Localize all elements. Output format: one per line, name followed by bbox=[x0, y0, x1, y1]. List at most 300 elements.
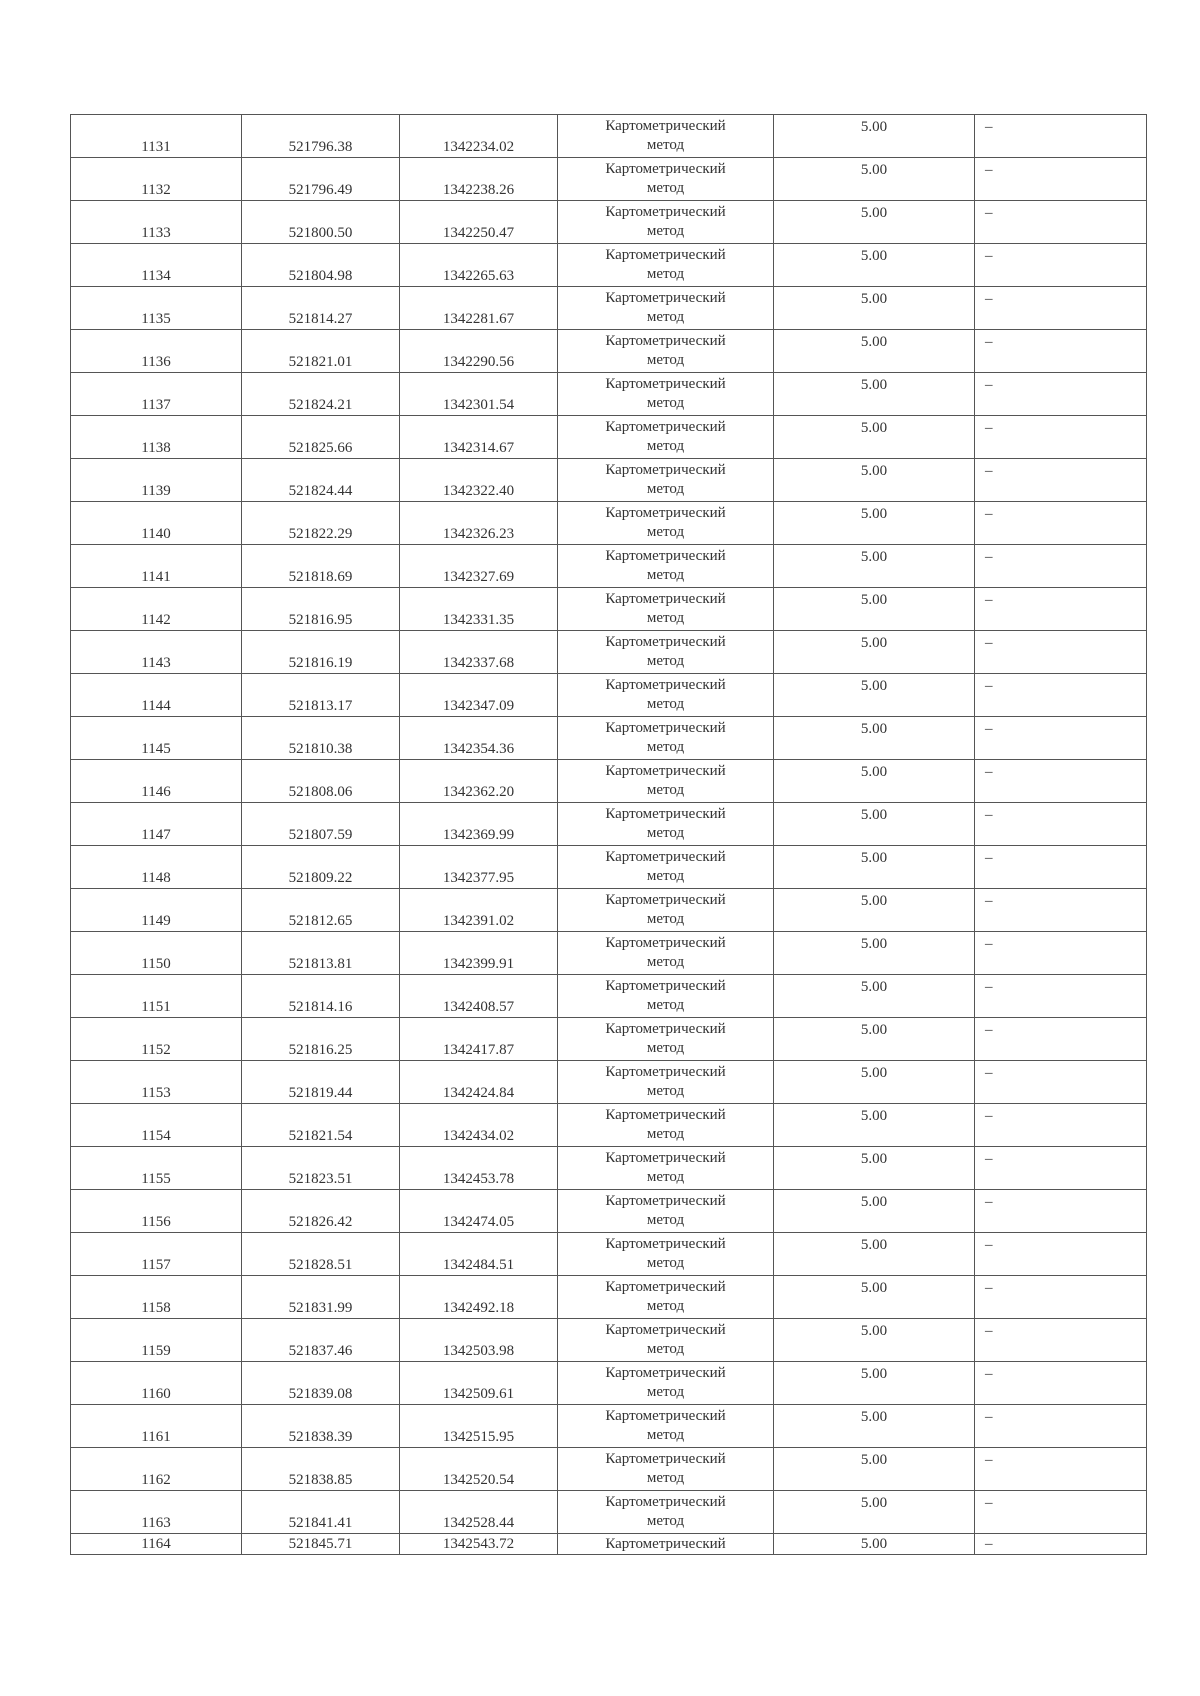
method-cell bbox=[558, 588, 774, 631]
method-line-1: Картометрический bbox=[605, 1535, 726, 1552]
accuracy-value: 5.00 bbox=[774, 1233, 975, 1276]
point-number: 1152 bbox=[71, 1018, 242, 1061]
point-number: 1158 bbox=[71, 1276, 242, 1319]
description-dash: – bbox=[975, 287, 1147, 330]
coordinate-y: 1342290.56 bbox=[400, 330, 558, 373]
method-line-1: Картометрический bbox=[605, 548, 726, 564]
coordinate-y: 1342301.54 bbox=[400, 373, 558, 416]
point-number: 1137 bbox=[71, 373, 242, 416]
description-dash: – bbox=[975, 1190, 1147, 1233]
table-row bbox=[71, 502, 1147, 545]
method-line-1: Картометрический bbox=[605, 849, 726, 865]
description-dash: – bbox=[975, 158, 1147, 201]
accuracy-value: 5.00 bbox=[774, 416, 975, 459]
method-cell bbox=[558, 889, 774, 932]
method-line-2: метод bbox=[646, 1427, 685, 1443]
description-dash: – bbox=[975, 1534, 1147, 1555]
method-cell bbox=[558, 1448, 774, 1491]
table-row bbox=[71, 373, 1147, 416]
table-row bbox=[71, 631, 1147, 674]
table-row bbox=[71, 459, 1147, 502]
method-cell bbox=[558, 1018, 774, 1061]
description-dash: – bbox=[975, 545, 1147, 588]
table-row bbox=[71, 760, 1147, 803]
method-cell bbox=[558, 1233, 774, 1276]
method-line-2: метод bbox=[646, 1384, 685, 1400]
method-cell bbox=[558, 459, 774, 502]
point-number: 1161 bbox=[71, 1405, 242, 1448]
table-row bbox=[71, 1534, 1147, 1555]
method-line-2: метод bbox=[646, 180, 685, 196]
method-cell bbox=[558, 1061, 774, 1104]
coordinate-x: 521845.71 bbox=[242, 1534, 400, 1555]
coordinate-y: 1342424.84 bbox=[400, 1061, 558, 1104]
accuracy-value: 5.00 bbox=[774, 1362, 975, 1405]
method-line-2: метод bbox=[646, 395, 685, 411]
method-line-2: метод bbox=[646, 1126, 685, 1142]
coordinate-y: 1342434.02 bbox=[400, 1104, 558, 1147]
coordinate-x: 521823.51 bbox=[242, 1147, 400, 1190]
table-row bbox=[71, 846, 1147, 889]
table-row bbox=[71, 1491, 1147, 1534]
coordinate-x: 521824.44 bbox=[242, 459, 400, 502]
coordinate-x: 521807.59 bbox=[242, 803, 400, 846]
coordinate-x: 521837.46 bbox=[242, 1319, 400, 1362]
method-line-2: метод bbox=[646, 524, 685, 540]
method-line-2: метод bbox=[646, 309, 685, 325]
accuracy-value: 5.00 bbox=[774, 330, 975, 373]
coordinate-x: 521841.41 bbox=[242, 1491, 400, 1534]
table-row bbox=[71, 416, 1147, 459]
method-cell bbox=[558, 330, 774, 373]
point-number: 1145 bbox=[71, 717, 242, 760]
method-line-1: Картометрический bbox=[605, 290, 726, 306]
method-line-1: Картометрический bbox=[605, 634, 726, 650]
coordinate-x: 521816.95 bbox=[242, 588, 400, 631]
method-cell bbox=[558, 1491, 774, 1534]
table-row bbox=[71, 1405, 1147, 1448]
method-cell bbox=[558, 158, 774, 201]
method-line-1: Картометрический bbox=[605, 204, 726, 220]
point-number: 1132 bbox=[71, 158, 242, 201]
table-row bbox=[71, 158, 1147, 201]
accuracy-value: 5.00 bbox=[774, 1448, 975, 1491]
coordinate-y: 1342377.95 bbox=[400, 846, 558, 889]
point-number: 1131 bbox=[71, 115, 242, 158]
coordinate-y: 1342408.57 bbox=[400, 975, 558, 1018]
method-line-1: Картометрический bbox=[605, 1150, 726, 1166]
coordinate-x: 521825.66 bbox=[242, 416, 400, 459]
method-line-1: Картометрический bbox=[605, 505, 726, 521]
method-cell bbox=[558, 545, 774, 588]
point-number: 1141 bbox=[71, 545, 242, 588]
table-row bbox=[71, 287, 1147, 330]
accuracy-value: 5.00 bbox=[774, 760, 975, 803]
table-row bbox=[71, 201, 1147, 244]
coordinate-x: 521822.29 bbox=[242, 502, 400, 545]
accuracy-value: 5.00 bbox=[774, 545, 975, 588]
description-dash: – bbox=[975, 1018, 1147, 1061]
point-number: 1143 bbox=[71, 631, 242, 674]
coordinate-x: 521814.16 bbox=[242, 975, 400, 1018]
table-row bbox=[71, 545, 1147, 588]
description-dash: – bbox=[975, 932, 1147, 975]
method-line-1: Картометрический bbox=[605, 892, 726, 908]
coordinate-x: 521838.39 bbox=[242, 1405, 400, 1448]
method-line-1: Картометрический bbox=[605, 720, 726, 736]
description-dash: – bbox=[975, 674, 1147, 717]
accuracy-value: 5.00 bbox=[774, 1491, 975, 1534]
accuracy-value: 5.00 bbox=[774, 459, 975, 502]
coordinate-x: 521826.42 bbox=[242, 1190, 400, 1233]
table-row bbox=[71, 1147, 1147, 1190]
accuracy-value: 5.00 bbox=[774, 803, 975, 846]
description-dash: – bbox=[975, 1104, 1147, 1147]
accuracy-value: 5.00 bbox=[774, 1104, 975, 1147]
method-line-2: метод bbox=[646, 696, 685, 712]
method-cell bbox=[558, 1276, 774, 1319]
method-line-1: Картометрический bbox=[605, 763, 726, 779]
description-dash: – bbox=[975, 330, 1147, 373]
method-line-1: Картометрический bbox=[605, 677, 726, 693]
method-line-1: Картометрический bbox=[605, 591, 726, 607]
coordinate-x: 521800.50 bbox=[242, 201, 400, 244]
accuracy-value: 5.00 bbox=[774, 975, 975, 1018]
table-row bbox=[71, 803, 1147, 846]
coordinate-y: 1342484.51 bbox=[400, 1233, 558, 1276]
accuracy-value: 5.00 bbox=[774, 889, 975, 932]
coordinate-x: 521824.21 bbox=[242, 373, 400, 416]
method-line-1: Картометрический bbox=[605, 935, 726, 951]
method-line-1: Картометрический bbox=[605, 1236, 726, 1252]
accuracy-value: 5.00 bbox=[774, 373, 975, 416]
point-number: 1144 bbox=[71, 674, 242, 717]
coordinate-x: 521808.06 bbox=[242, 760, 400, 803]
point-number: 1147 bbox=[71, 803, 242, 846]
method-line-2: метод bbox=[646, 1513, 685, 1529]
coordinate-y: 1342354.36 bbox=[400, 717, 558, 760]
table-row bbox=[71, 889, 1147, 932]
coordinate-x: 521819.44 bbox=[242, 1061, 400, 1104]
coordinate-y: 1342520.54 bbox=[400, 1448, 558, 1491]
method-cell bbox=[558, 803, 774, 846]
coordinate-x: 521839.08 bbox=[242, 1362, 400, 1405]
coordinate-x: 521838.85 bbox=[242, 1448, 400, 1491]
method-line-1: Картометрический bbox=[605, 1451, 726, 1467]
method-line-1: Картометрический bbox=[605, 247, 726, 263]
table-row bbox=[71, 115, 1147, 158]
method-line-2: метод bbox=[646, 1212, 685, 1228]
method-cell bbox=[558, 1534, 774, 1555]
table-row bbox=[71, 1362, 1147, 1405]
point-number: 1148 bbox=[71, 846, 242, 889]
coordinate-y: 1342417.87 bbox=[400, 1018, 558, 1061]
method-line-2: метод bbox=[646, 481, 685, 497]
method-line-1: Картометрический bbox=[605, 978, 726, 994]
method-line-2: метод bbox=[646, 1298, 685, 1314]
coordinate-y: 1342515.95 bbox=[400, 1405, 558, 1448]
method-line-1: Картометрический bbox=[605, 1365, 726, 1381]
coordinate-y: 1342265.63 bbox=[400, 244, 558, 287]
accuracy-value: 5.00 bbox=[774, 717, 975, 760]
accuracy-value: 5.00 bbox=[774, 846, 975, 889]
coordinate-x: 521809.22 bbox=[242, 846, 400, 889]
coordinate-y: 1342238.26 bbox=[400, 158, 558, 201]
description-dash: – bbox=[975, 1448, 1147, 1491]
description-dash: – bbox=[975, 373, 1147, 416]
point-number: 1151 bbox=[71, 975, 242, 1018]
method-line-2: метод bbox=[646, 137, 685, 153]
method-cell bbox=[558, 416, 774, 459]
method-cell bbox=[558, 846, 774, 889]
accuracy-value: 5.00 bbox=[774, 158, 975, 201]
point-number: 1160 bbox=[71, 1362, 242, 1405]
table-row bbox=[71, 975, 1147, 1018]
method-line-2: метод bbox=[646, 997, 685, 1013]
coordinate-x: 521821.01 bbox=[242, 330, 400, 373]
accuracy-value: 5.00 bbox=[774, 932, 975, 975]
coordinate-y: 1342331.35 bbox=[400, 588, 558, 631]
method-cell bbox=[558, 631, 774, 674]
accuracy-value: 5.00 bbox=[774, 1147, 975, 1190]
method-line-2: метод bbox=[646, 1040, 685, 1056]
method-line-2: метод bbox=[646, 610, 685, 626]
coordinates-table-body bbox=[71, 115, 1147, 1555]
method-cell bbox=[558, 201, 774, 244]
coordinate-y: 1342281.67 bbox=[400, 287, 558, 330]
table-row bbox=[71, 1319, 1147, 1362]
method-line-1: Картометрический bbox=[605, 1193, 726, 1209]
accuracy-value: 5.00 bbox=[774, 631, 975, 674]
point-number: 1155 bbox=[71, 1147, 242, 1190]
method-line-2: метод bbox=[646, 653, 685, 669]
coordinate-y: 1342543.72 bbox=[400, 1534, 558, 1555]
point-number: 1157 bbox=[71, 1233, 242, 1276]
method-line-2: метод bbox=[646, 438, 685, 454]
coordinate-y: 1342327.69 bbox=[400, 545, 558, 588]
coordinate-y: 1342503.98 bbox=[400, 1319, 558, 1362]
point-number: 1163 bbox=[71, 1491, 242, 1534]
description-dash: – bbox=[975, 459, 1147, 502]
method-line-2: метод bbox=[646, 223, 685, 239]
table-row bbox=[71, 1104, 1147, 1147]
description-dash: – bbox=[975, 1061, 1147, 1104]
method-cell bbox=[558, 717, 774, 760]
accuracy-value: 5.00 bbox=[774, 1405, 975, 1448]
coordinate-y: 1342347.09 bbox=[400, 674, 558, 717]
coordinate-y: 1342234.02 bbox=[400, 115, 558, 158]
table-row bbox=[71, 588, 1147, 631]
coordinate-x: 521818.69 bbox=[242, 545, 400, 588]
coordinate-x: 521816.25 bbox=[242, 1018, 400, 1061]
table-row bbox=[71, 244, 1147, 287]
method-cell bbox=[558, 975, 774, 1018]
description-dash: – bbox=[975, 1276, 1147, 1319]
coordinate-x: 521821.54 bbox=[242, 1104, 400, 1147]
point-number: 1156 bbox=[71, 1190, 242, 1233]
description-dash: – bbox=[975, 760, 1147, 803]
method-line-1: Картометрический bbox=[605, 376, 726, 392]
coordinate-y: 1342326.23 bbox=[400, 502, 558, 545]
description-dash: – bbox=[975, 975, 1147, 1018]
table-row bbox=[71, 1018, 1147, 1061]
description-dash: – bbox=[975, 889, 1147, 932]
method-cell bbox=[558, 115, 774, 158]
table-row bbox=[71, 1190, 1147, 1233]
method-cell bbox=[558, 244, 774, 287]
method-line-1: Картометрический bbox=[605, 1322, 726, 1338]
method-line-2: метод bbox=[646, 868, 685, 884]
method-line-2: метод bbox=[646, 782, 685, 798]
method-line-1: Картометрический bbox=[605, 462, 726, 478]
coordinate-y: 1342322.40 bbox=[400, 459, 558, 502]
description-dash: – bbox=[975, 502, 1147, 545]
point-number: 1138 bbox=[71, 416, 242, 459]
accuracy-value: 5.00 bbox=[774, 1534, 975, 1555]
accuracy-value: 5.00 bbox=[774, 1190, 975, 1233]
coordinate-x: 521796.49 bbox=[242, 158, 400, 201]
method-cell bbox=[558, 760, 774, 803]
method-cell bbox=[558, 373, 774, 416]
description-dash: – bbox=[975, 846, 1147, 889]
point-number: 1135 bbox=[71, 287, 242, 330]
method-line-1: Картометрический bbox=[605, 1408, 726, 1424]
point-number: 1136 bbox=[71, 330, 242, 373]
point-number: 1149 bbox=[71, 889, 242, 932]
accuracy-value: 5.00 bbox=[774, 1276, 975, 1319]
method-cell bbox=[558, 1319, 774, 1362]
description-dash: – bbox=[975, 631, 1147, 674]
point-number: 1164 bbox=[71, 1534, 242, 1555]
table-row bbox=[71, 1276, 1147, 1319]
point-number: 1142 bbox=[71, 588, 242, 631]
description-dash: – bbox=[975, 717, 1147, 760]
point-number: 1159 bbox=[71, 1319, 242, 1362]
method-cell bbox=[558, 287, 774, 330]
method-line-2: метод bbox=[646, 1083, 685, 1099]
method-line-2: метод bbox=[646, 911, 685, 927]
coordinate-y: 1342474.05 bbox=[400, 1190, 558, 1233]
accuracy-value: 5.00 bbox=[774, 287, 975, 330]
method-line-1: Картометрический bbox=[605, 1107, 726, 1123]
method-line-1: Картометрический bbox=[605, 1064, 726, 1080]
coordinate-x: 521831.99 bbox=[242, 1276, 400, 1319]
coordinate-y: 1342391.02 bbox=[400, 889, 558, 932]
point-number: 1153 bbox=[71, 1061, 242, 1104]
description-dash: – bbox=[975, 201, 1147, 244]
method-line-2: метод bbox=[646, 739, 685, 755]
method-line-2: метод bbox=[646, 954, 685, 970]
coordinate-y: 1342337.68 bbox=[400, 631, 558, 674]
point-number: 1146 bbox=[71, 760, 242, 803]
table-row bbox=[71, 717, 1147, 760]
coordinate-x: 521814.27 bbox=[242, 287, 400, 330]
method-cell bbox=[558, 1190, 774, 1233]
table-row bbox=[71, 1448, 1147, 1491]
description-dash: – bbox=[975, 1405, 1147, 1448]
method-line-2: метод bbox=[646, 1341, 685, 1357]
coordinate-y: 1342250.47 bbox=[400, 201, 558, 244]
accuracy-value: 5.00 bbox=[774, 115, 975, 158]
description-dash: – bbox=[975, 1362, 1147, 1405]
method-line-2: метод bbox=[646, 1255, 685, 1271]
method-line-1: Картометрический bbox=[605, 1494, 726, 1510]
method-line-2: метод bbox=[646, 825, 685, 841]
method-cell bbox=[558, 674, 774, 717]
coordinate-y: 1342492.18 bbox=[400, 1276, 558, 1319]
table-row bbox=[71, 674, 1147, 717]
method-line-1: Картометрический bbox=[605, 118, 726, 134]
method-line-1: Картометрический bbox=[605, 161, 726, 177]
coordinate-y: 1342453.78 bbox=[400, 1147, 558, 1190]
method-line-2: метод bbox=[646, 1169, 685, 1185]
method-line-2: метод bbox=[646, 266, 685, 282]
coordinate-y: 1342314.67 bbox=[400, 416, 558, 459]
table-row bbox=[71, 330, 1147, 373]
accuracy-value: 5.00 bbox=[774, 588, 975, 631]
method-line-1: Картометрический bbox=[605, 333, 726, 349]
method-line-1: Картометрический bbox=[605, 1279, 726, 1295]
point-number: 1140 bbox=[71, 502, 242, 545]
description-dash: – bbox=[975, 416, 1147, 459]
coordinate-y: 1342509.61 bbox=[400, 1362, 558, 1405]
method-line-1: Картометрический bbox=[605, 419, 726, 435]
description-dash: – bbox=[975, 1491, 1147, 1534]
coordinate-y: 1342399.91 bbox=[400, 932, 558, 975]
method-line-2: метод bbox=[646, 567, 685, 583]
description-dash: – bbox=[975, 244, 1147, 287]
method-line-1: Картометрический bbox=[605, 806, 726, 822]
table-row bbox=[71, 1233, 1147, 1276]
description-dash: – bbox=[975, 115, 1147, 158]
coordinate-y: 1342362.20 bbox=[400, 760, 558, 803]
method-cell bbox=[558, 1104, 774, 1147]
method-cell bbox=[558, 1147, 774, 1190]
point-number: 1134 bbox=[71, 244, 242, 287]
accuracy-value: 5.00 bbox=[774, 244, 975, 287]
coordinate-x: 521813.81 bbox=[242, 932, 400, 975]
method-cell bbox=[558, 932, 774, 975]
method-cell bbox=[558, 1405, 774, 1448]
coordinate-x: 521828.51 bbox=[242, 1233, 400, 1276]
point-number: 1150 bbox=[71, 932, 242, 975]
point-number: 1154 bbox=[71, 1104, 242, 1147]
method-line-1: Картометрический bbox=[605, 1021, 726, 1037]
accuracy-value: 5.00 bbox=[774, 674, 975, 717]
method-cell bbox=[558, 502, 774, 545]
point-number: 1139 bbox=[71, 459, 242, 502]
accuracy-value: 5.00 bbox=[774, 201, 975, 244]
accuracy-value: 5.00 bbox=[774, 1061, 975, 1104]
coordinate-x: 521804.98 bbox=[242, 244, 400, 287]
description-dash: – bbox=[975, 588, 1147, 631]
coordinate-x: 521812.65 bbox=[242, 889, 400, 932]
coordinate-x: 521813.17 bbox=[242, 674, 400, 717]
table-row bbox=[71, 932, 1147, 975]
coordinate-x: 521816.19 bbox=[242, 631, 400, 674]
description-dash: – bbox=[975, 1319, 1147, 1362]
point-number: 1162 bbox=[71, 1448, 242, 1491]
coordinate-x: 521810.38 bbox=[242, 717, 400, 760]
accuracy-value: 5.00 bbox=[774, 1018, 975, 1061]
coordinates-table bbox=[70, 114, 1147, 1555]
table-row bbox=[71, 1061, 1147, 1104]
description-dash: – bbox=[975, 1147, 1147, 1190]
point-number: 1133 bbox=[71, 201, 242, 244]
accuracy-value: 5.00 bbox=[774, 502, 975, 545]
method-cell bbox=[558, 1362, 774, 1405]
accuracy-value: 5.00 bbox=[774, 1319, 975, 1362]
